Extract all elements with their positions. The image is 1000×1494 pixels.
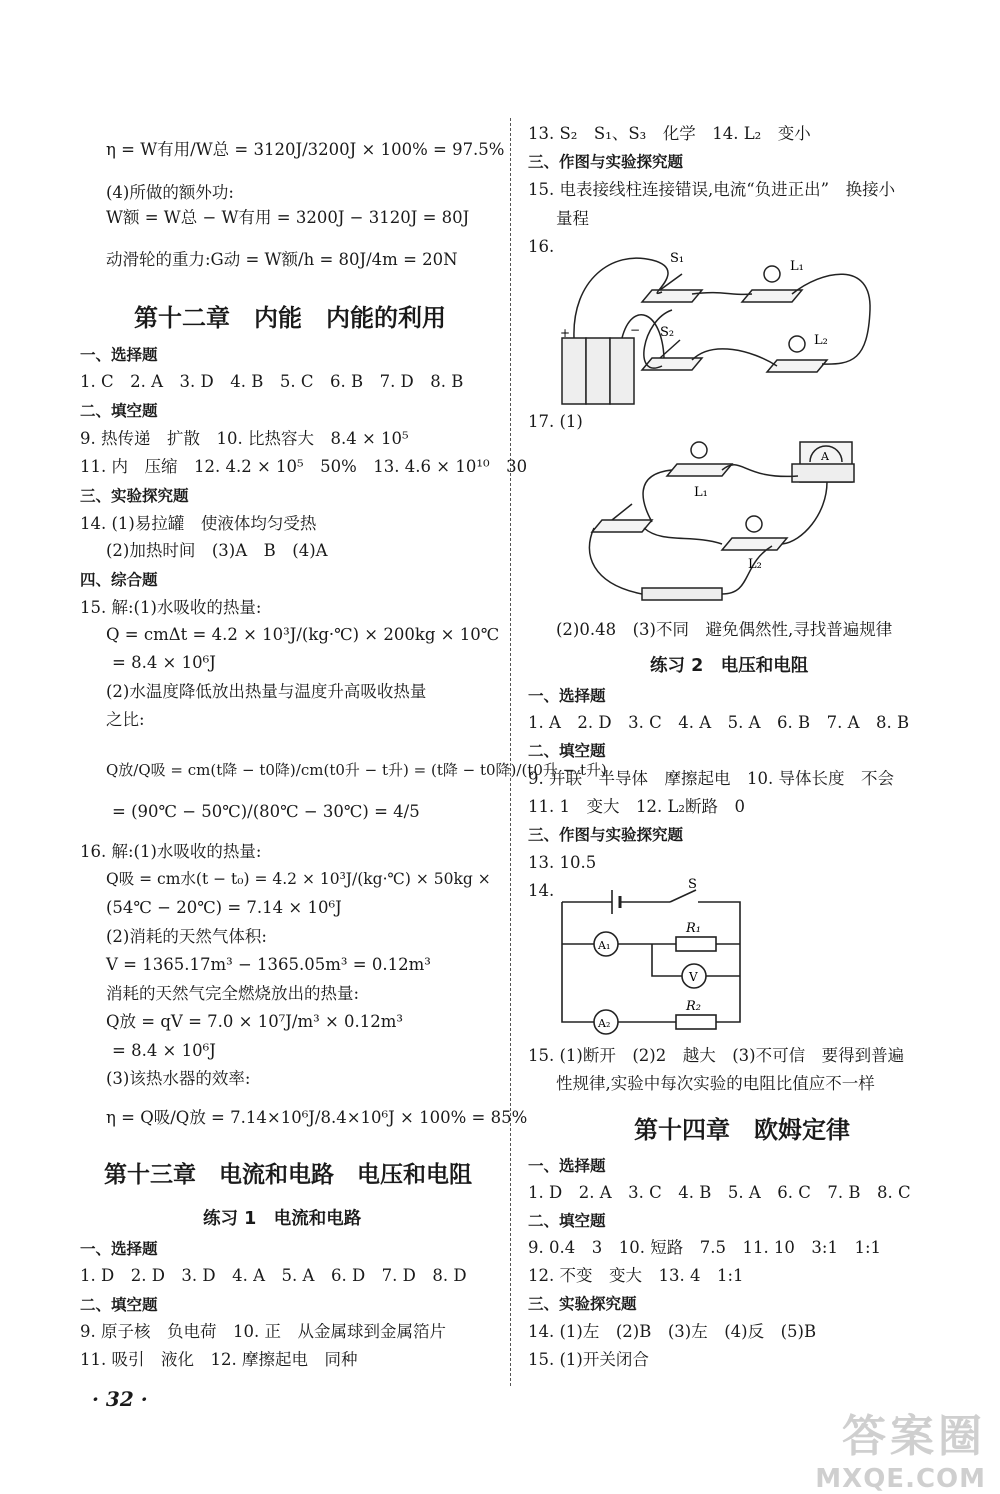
answer-line: 12. 不变 变大 13. 4 1:1 bbox=[528, 1266, 744, 1285]
a2-label: A₂ bbox=[598, 1017, 611, 1030]
circuit-diagram-16 bbox=[552, 240, 882, 420]
section-heading: 三、实验探究题 bbox=[80, 487, 189, 505]
answer-line: 16. bbox=[528, 237, 555, 256]
formula-line: Q = cmΔt = 4.2 × 10³J/(kg·℃) × 200kg × 10℃ bbox=[106, 625, 500, 644]
section-heading: 二、填空题 bbox=[528, 1212, 606, 1230]
answer-line: 13. S₂ S₁、S₃ 化学 14. L₂ 变小 bbox=[528, 124, 811, 143]
column-divider bbox=[510, 118, 511, 1386]
answer-line: 9. 并联 半导体 摩擦起电 10. 导体长度 不会 bbox=[528, 769, 894, 788]
section-heading: 三、作图与实验探究题 bbox=[528, 153, 684, 171]
right-column bbox=[512, 0, 1000, 1470]
answer-line: 11. 内 压缩 12. 4.2 × 10⁵ 50% 13. 4.6 × 10¹⁰ 30 bbox=[80, 457, 528, 476]
l1-label: L₁ bbox=[790, 259, 804, 274]
exercise-2-title: 练习 2 电压和电阻 bbox=[650, 656, 809, 676]
formula-line: = 8.4 × 10⁶J bbox=[112, 1041, 216, 1060]
answer-line: 14. (1)左 (2)B (3)左 (4)反 (5)B bbox=[528, 1322, 817, 1341]
answer-line: 9. 热传递 扩散 10. 比热容大 8.4 × 10⁵ bbox=[80, 429, 409, 448]
answer-line: 1. D 2. A 3. C 4. B 5. A 6. C 7. B 8. C bbox=[528, 1183, 911, 1202]
answer-line: 15. (1)断开 (2)2 越大 (3)不可信 要得到普遍 bbox=[528, 1046, 905, 1065]
formula-line: Q放 = qV = 7.0 × 10⁷J/m³ × 0.12m³ bbox=[106, 1012, 404, 1031]
answer-line: (2)消耗的天然气体积: bbox=[106, 927, 267, 946]
watermark-url: MXQE.COM bbox=[815, 1464, 986, 1494]
svg-text:+: + bbox=[560, 326, 571, 340]
efficiency-formula: η = W有用/W总 = 3120J/3200J × 100% = 97.5% bbox=[106, 140, 505, 159]
answer-line: 13. 10.5 bbox=[528, 853, 597, 872]
section-heading: 一、选择题 bbox=[528, 1157, 606, 1175]
answer-line: (2)加热时间 (3)A B (4)A bbox=[106, 541, 328, 560]
section-heading: 一、选择题 bbox=[80, 1240, 158, 1258]
meter-label: A bbox=[821, 450, 829, 463]
chapter-12-title: 第十二章 内能 内能的利用 bbox=[134, 304, 446, 332]
circuit-diagram-17 bbox=[572, 434, 862, 609]
l1-label: L₁ bbox=[694, 485, 708, 500]
answer-line: 11. 1 变大 12. L₂断路 0 bbox=[528, 797, 746, 816]
s1-label: S₁ bbox=[670, 251, 685, 266]
answer-line: 1. D 2. D 3. D 4. A 5. A 6. D 7. D 8. D bbox=[80, 1266, 467, 1285]
section-heading: 三、实验探究题 bbox=[528, 1295, 637, 1313]
circuit-schematic-14 bbox=[552, 876, 752, 1036]
answer-line: 性规律,实验中每次实验的电阻比值应不一样 bbox=[556, 1074, 875, 1093]
section-heading: 二、填空题 bbox=[528, 742, 606, 760]
exercise-1-title: 练习 1 电流和电路 bbox=[203, 1209, 362, 1229]
answer-line: 17. (1) bbox=[528, 412, 583, 431]
answer-line: 16. 解:(1)水吸收的热量: bbox=[80, 842, 262, 861]
a1-label: A₁ bbox=[598, 939, 611, 952]
answer-line: 14. (1)易拉罐 使液体均匀受热 bbox=[80, 514, 317, 533]
page-number: · 32 · bbox=[92, 1387, 148, 1411]
answer-line: 9. 原子核 负电荷 10. 正 从金属球到金属箔片 bbox=[80, 1322, 446, 1341]
watermark-logo-text: 答案圈 bbox=[842, 1411, 986, 1462]
answer-line: 14. bbox=[528, 881, 555, 900]
formula-line: V = 1365.17m³ − 1365.05m³ = 0.12m³ bbox=[106, 955, 431, 974]
formula-line: (54℃ − 20℃) = 7.14 × 10⁶J bbox=[106, 898, 342, 917]
section-heading: 四、综合题 bbox=[80, 571, 158, 589]
section-heading: 三、作图与实验探究题 bbox=[528, 826, 684, 844]
section-heading: 一、选择题 bbox=[528, 687, 606, 705]
answer-line: 1. C 2. A 3. D 4. B 5. C 6. B 7. D 8. B bbox=[80, 372, 464, 391]
answer-line: 15. (1)开关闭合 bbox=[528, 1350, 649, 1369]
chapter-13-title: 第十三章 电流和电路 电压和电阻 bbox=[104, 1162, 472, 1188]
l2-label: L₂ bbox=[748, 557, 762, 572]
formula-line: = (90℃ − 50℃)/(80℃ − 30℃) = 4/5 bbox=[112, 802, 420, 821]
formula-line: = 8.4 × 10⁶J bbox=[112, 653, 216, 672]
answer-line: 1. A 2. D 3. C 4. A 5. A 6. B 7. A 8. B bbox=[528, 713, 910, 732]
chapter-14-title: 第十四章 欧姆定律 bbox=[634, 1116, 850, 1144]
formula-line: Q放/Q吸 = cm(t降 − t0降)/cm(t0升 − t升) = (t降 − t0降)/(t0升 − t升) bbox=[106, 761, 607, 779]
r2-label: R₂ bbox=[686, 999, 701, 1014]
answer-line: (2)0.48 (3)不同 避免偶然性,寻找普遍规律 bbox=[556, 620, 893, 639]
answer-line: 9. 0.4 3 10. 短路 7.5 11. 10 3:1 1:1 bbox=[528, 1238, 882, 1257]
answer-line: (2)水温度降低放出热量与温度升高吸收热量 bbox=[106, 682, 427, 701]
answer-line: 量程 bbox=[556, 209, 589, 228]
watermark bbox=[815, 1400, 986, 1494]
answer-line: 15. 解:(1)水吸收的热量: bbox=[80, 598, 262, 617]
section-heading: 二、填空题 bbox=[80, 402, 158, 420]
formula-line: Q吸 = cm水(t − t₀) = 4.2 × 10³J/(kg·℃) × 50kg × bbox=[106, 870, 491, 888]
answer-line: 消耗的天然气完全燃烧放出的热量: bbox=[106, 984, 360, 1003]
answer-line: (3)该热水器的效率: bbox=[106, 1069, 251, 1088]
section-heading: 一、选择题 bbox=[80, 346, 158, 364]
q4-title: (4)所做的额外功: bbox=[106, 183, 234, 202]
switch-label: S bbox=[688, 877, 697, 892]
section-heading: 二、填空题 bbox=[80, 1296, 158, 1314]
extra-work-formula: W额 = W总 − W有用 = 3200J − 3120J = 80J bbox=[106, 208, 470, 227]
s2-label: S₂ bbox=[660, 325, 675, 340]
answer-line: 11. 吸引 液化 12. 摩擦起电 同种 bbox=[80, 1350, 358, 1369]
v-label: V bbox=[689, 970, 698, 984]
answer-line: 之比: bbox=[106, 710, 145, 729]
r1-label: R₁ bbox=[686, 921, 701, 936]
svg-text:−: − bbox=[630, 323, 641, 337]
pulley-weight-formula: 动滑轮的重力:G动 = W额/h = 80J/4m = 20N bbox=[106, 250, 458, 269]
l2-label: L₂ bbox=[814, 333, 828, 348]
formula-line: η = Q吸/Q放 = 7.14×10⁶J/8.4×10⁶J × 100% = 85% bbox=[106, 1108, 528, 1127]
answer-line: 15. 电表接线柱连接错误,电流“负进正出” 换接小 bbox=[528, 180, 896, 199]
